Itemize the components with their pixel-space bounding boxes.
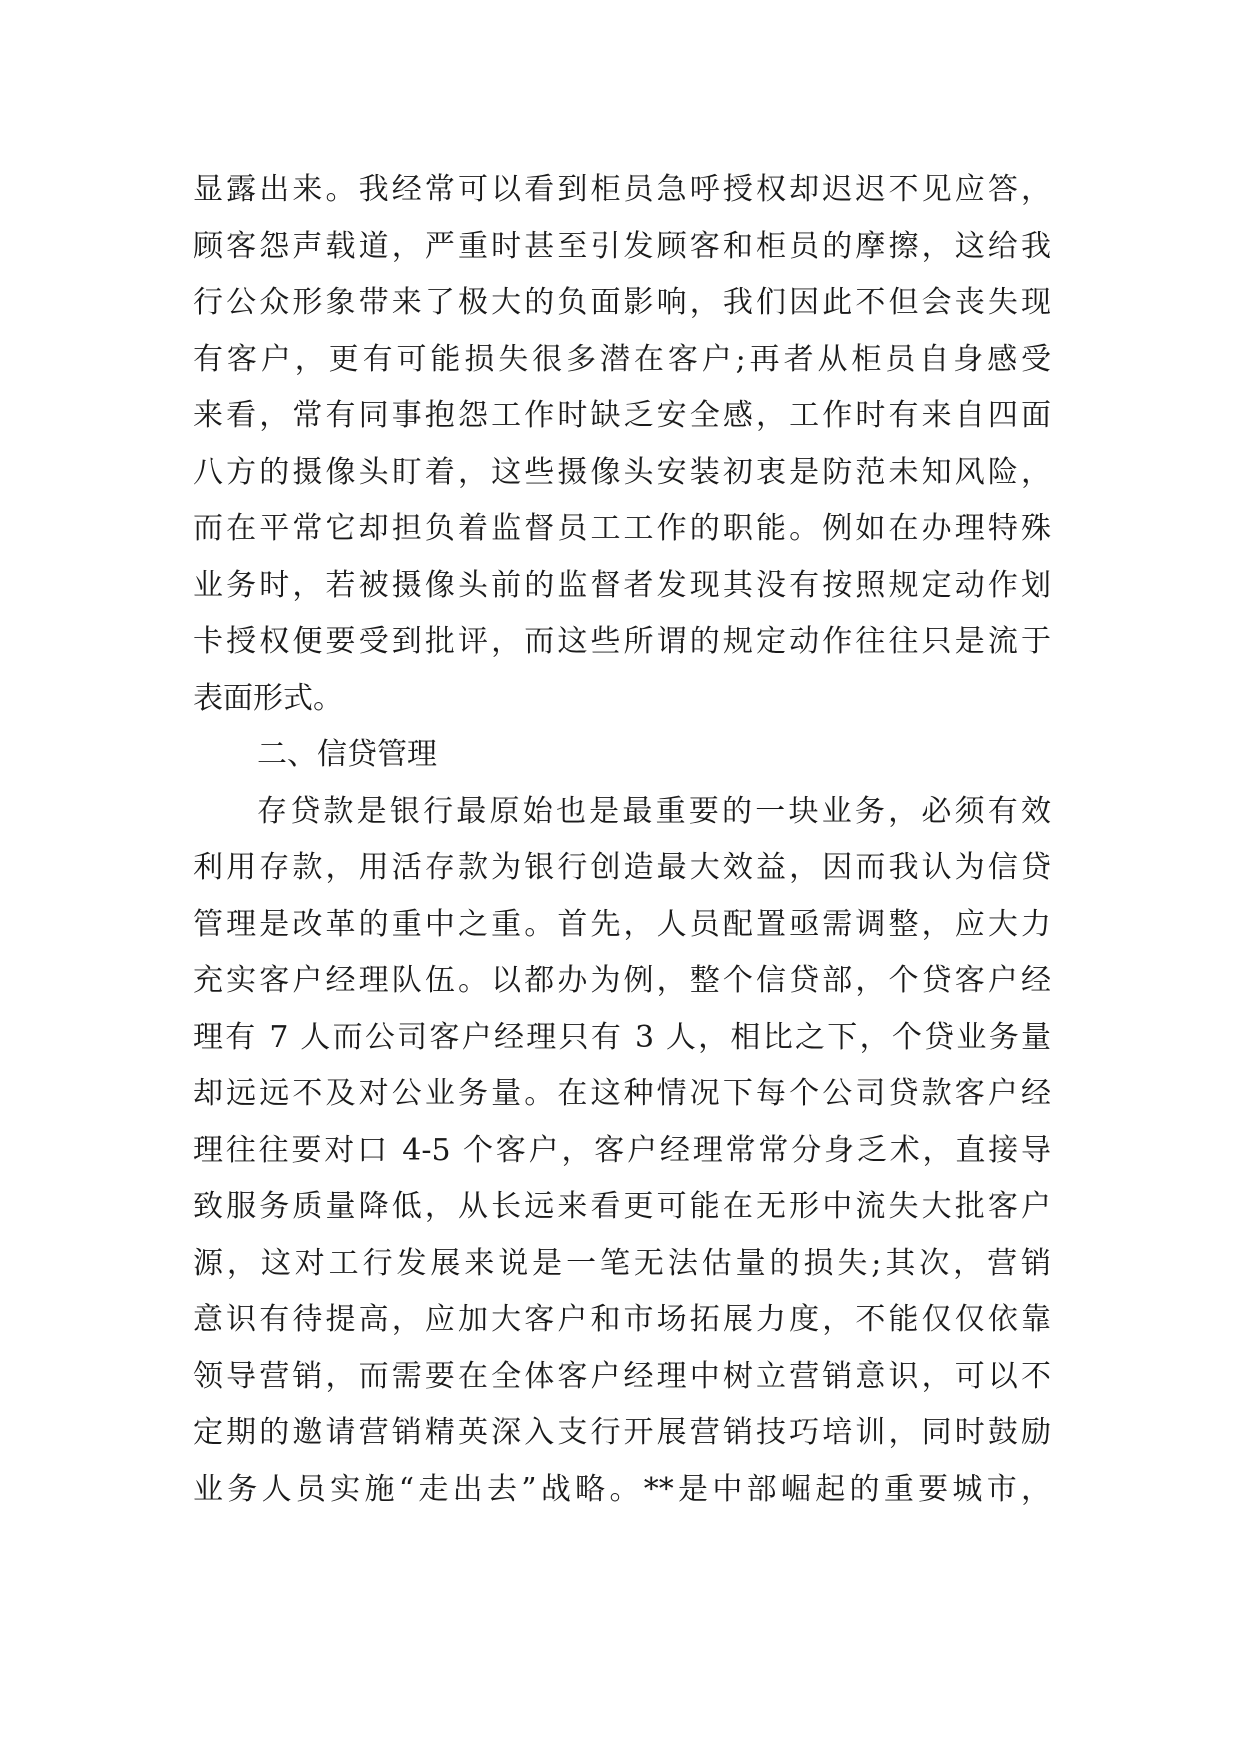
paragraph-line: 卡授权便要受到批评，而这些所谓的规定动作往往只是流于 (193, 624, 1051, 659)
paragraph-line: 存贷款是银行最原始也是最重要的一块业务，必须有效 (257, 793, 1051, 829)
paragraph-1 (193, 162, 1051, 727)
paragraph-line: 却远远不及对公业务量。在这种情况下每个公司贷款客户经 (193, 1076, 1051, 1111)
paragraph-line: 而在平常它却担负着监督员工工作的职能。例如在办理特殊 (193, 511, 1051, 546)
paragraph-line: 源，这对工行发展来说是一笔无法估量的损失;其次，营销 (193, 1245, 1051, 1281)
paragraph-line: 充实客户经理队伍。以都办为例，整个信贷部，个贷客户经 (193, 963, 1051, 998)
paragraph-line: 显露出来。我经常可以看到柜员急呼授权却迟迟不见应答， (193, 172, 1051, 207)
document-body (193, 162, 1051, 1518)
section-heading: 二、信贷管理 (257, 737, 437, 772)
paragraph-line: 领导营销，而需要在全体客户经理中树立营销意识，可以不 (193, 1358, 1051, 1394)
paragraph-line: 八方的摄像头盯着，这些摄像头安装初衷是防范未知风险， (193, 454, 1051, 490)
paragraph-2 (193, 784, 1051, 1519)
paragraph-line: 利用存款，用活存款为银行创造最大效益，因而我认为信贷 (193, 850, 1051, 885)
paragraph-line: 业务时，若被摄像头前的监督者发现其没有按照规定动作划 (193, 567, 1051, 603)
paragraph-line: 有客户，更有可能损失很多潜在客户;再者从柜员自身感受 (193, 341, 1051, 377)
paragraph-line: 顾客怨声载道，严重时甚至引发顾客和柜员的摩擦，这给我 (193, 228, 1051, 264)
paragraph-line: 意识有待提高，应加大客户和市场拓展力度，不能仅仅依靠 (193, 1302, 1051, 1337)
paragraph-line: 理往往要对口 4-5 个客户，客户经理常常分身乏术，直接导 (193, 1132, 1051, 1168)
paragraph-line: 定期的邀请营销精英深入支行开展营销技巧培训，同时鼓励 (193, 1415, 1051, 1450)
paragraph-line: 业务人员实施“走出去”战略。**是中部崛起的重要城市， (193, 1471, 1051, 1507)
paragraph-line: 管理是改革的重中之重。首先，人员配置亟需调整，应大力 (193, 906, 1051, 942)
paragraph-line: 致服务质量降低，从长远来看更可能在无形中流失大批客户 (193, 1189, 1051, 1224)
paragraph-line: 表面形式。 (193, 680, 343, 716)
paragraph-line: 理有 7 人而公司客户经理只有 3 人，相比之下，个贷业务量 (193, 1019, 1051, 1055)
paragraph-line: 行公众形象带来了极大的负面影响，我们因此不但会丧失现 (193, 285, 1051, 320)
paragraph-line: 来看，常有同事抱怨工作时缺乏安全感，工作时有来自四面 (193, 398, 1051, 433)
